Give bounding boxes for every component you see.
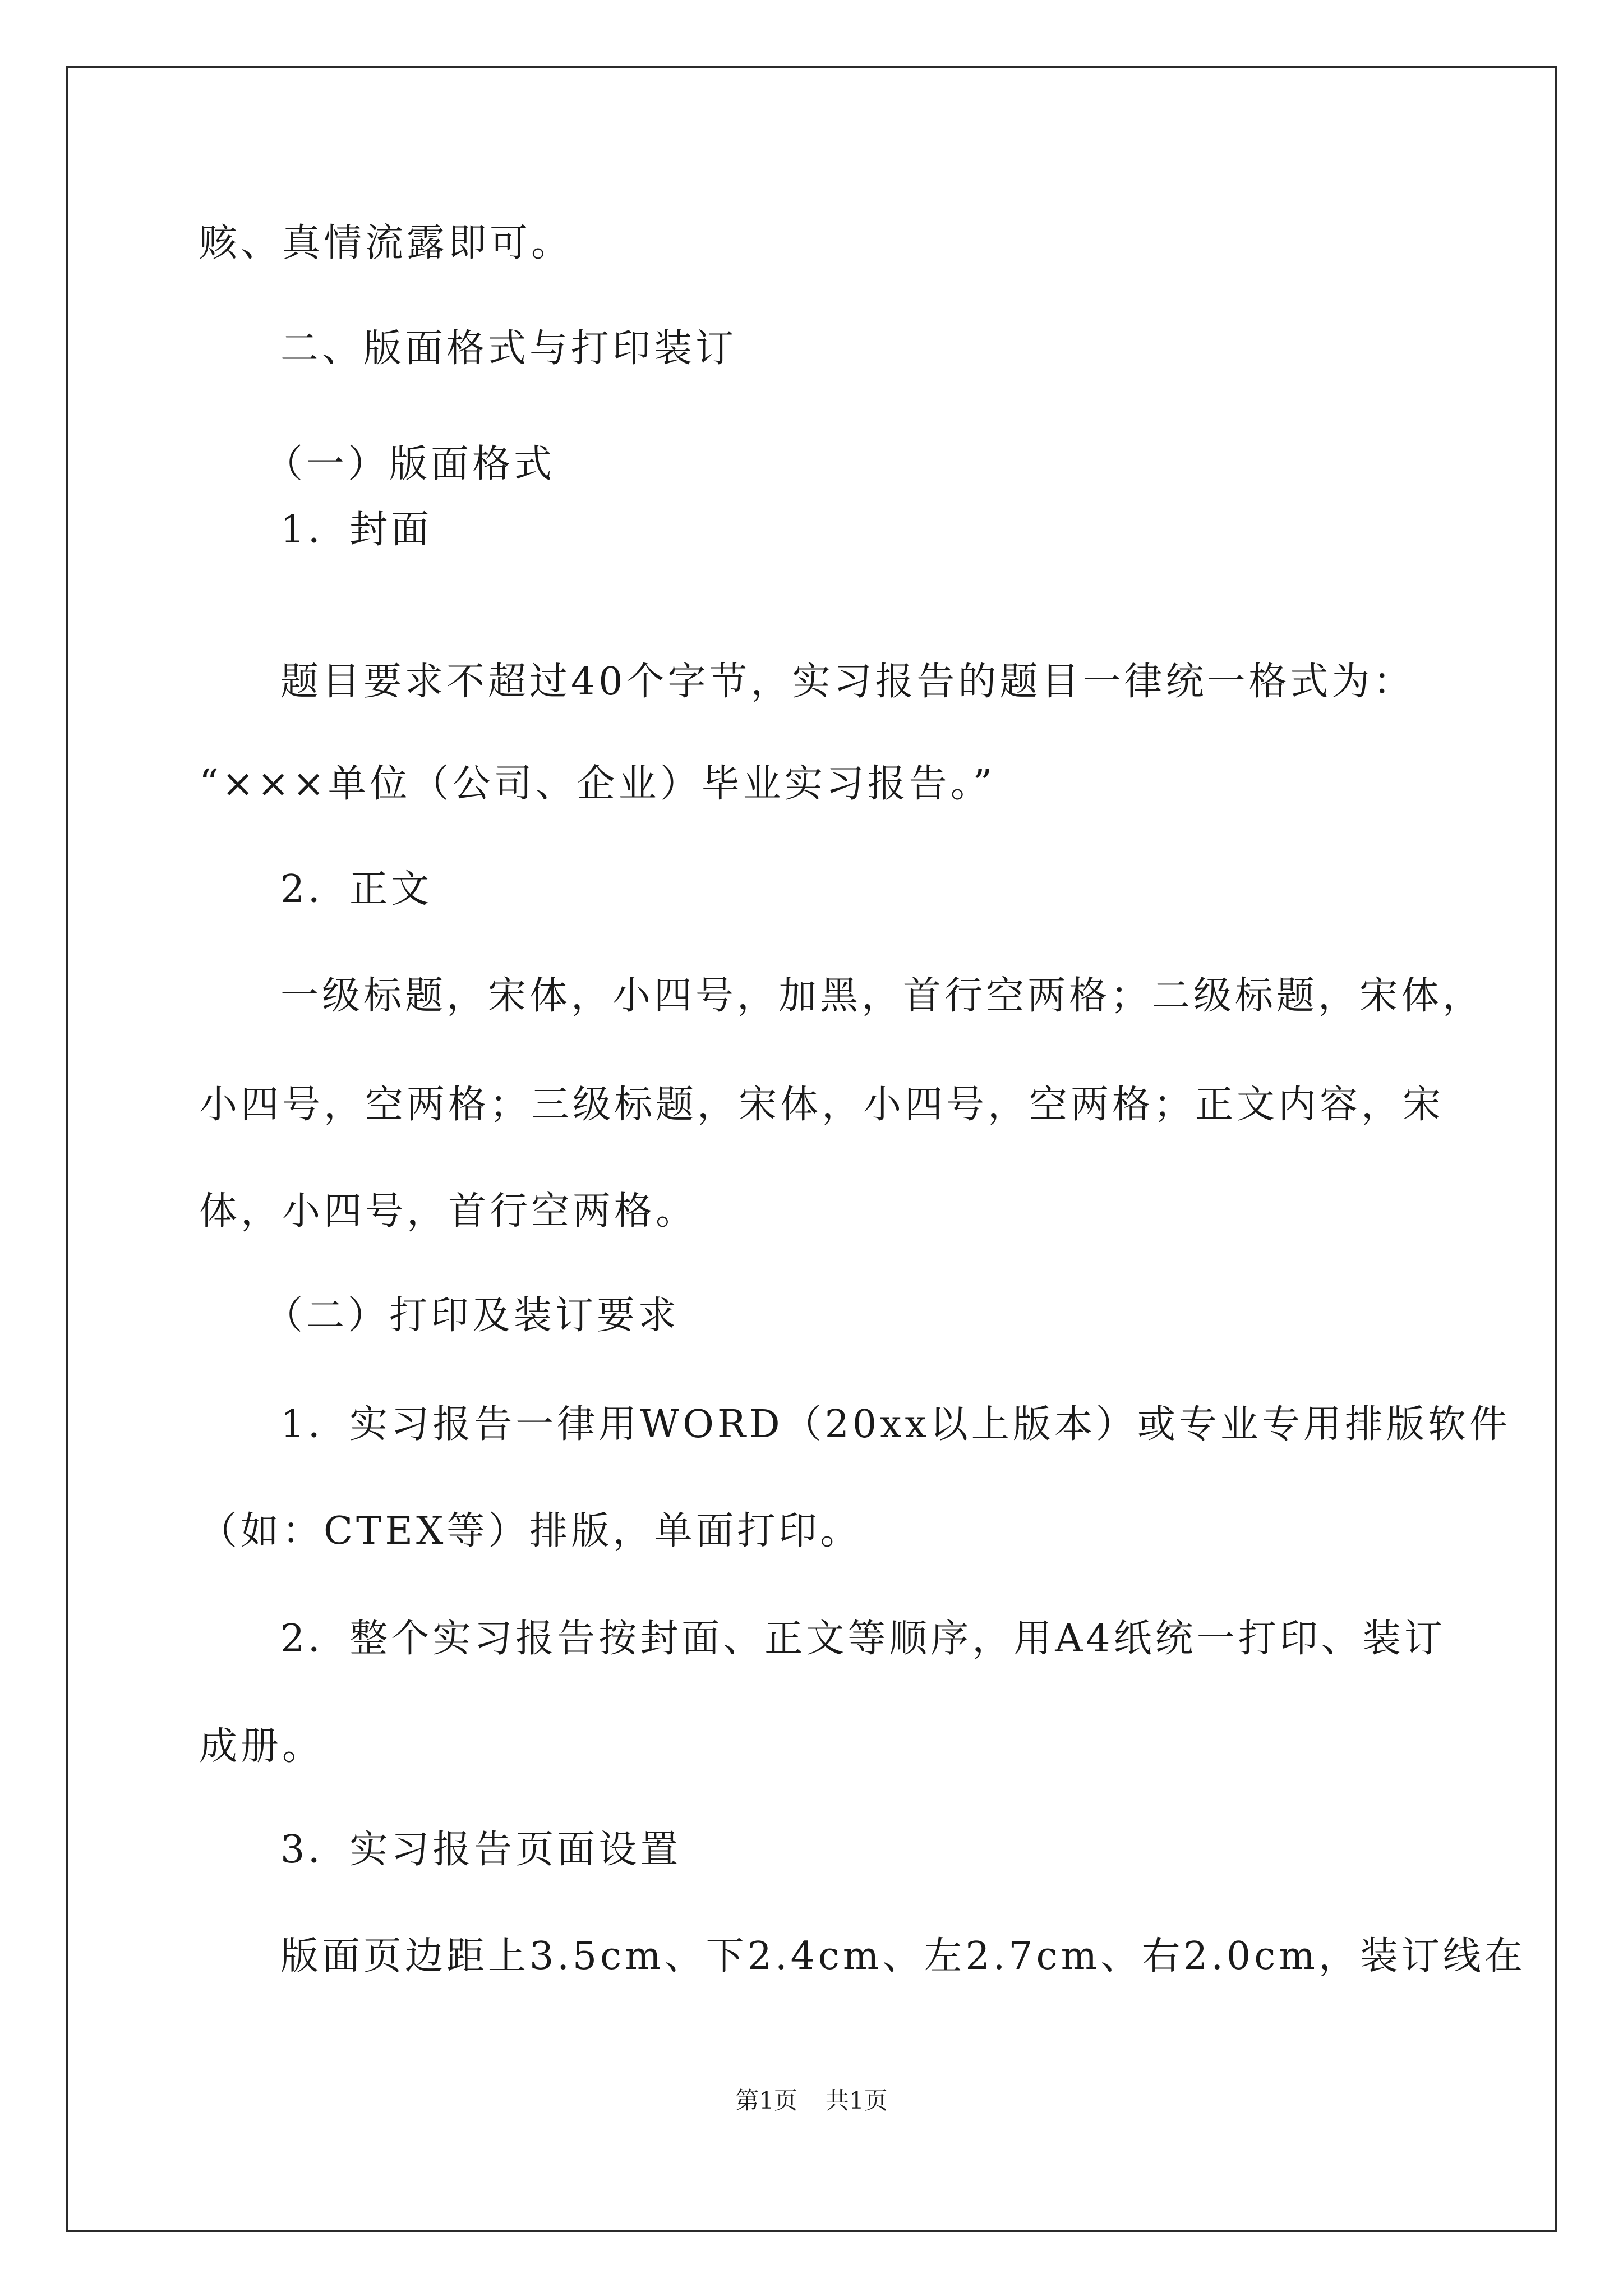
subsection-heading-1: （一）版面格式 (265, 442, 556, 486)
paragraph-heading-styles-2: 小四号，空两格；三级标题，宋体，小四号，空两格；正文内容，宋 (199, 1083, 1445, 1127)
paragraph-title-format: “×××单位（公司、企业）毕业实习报告。” (199, 762, 996, 806)
paragraph-print-2: （如：CTEX等）排版，单面打印。 (199, 1509, 862, 1553)
paragraph-binding-1: 2．整个实习报告按封面、正文等顺序，用A4纸统一打印、装订 (280, 1617, 1446, 1661)
subsection-heading-2: （二）打印及装订要求 (265, 1294, 680, 1338)
paragraph-binding-2: 成册。 (199, 1724, 324, 1769)
item-heading-cover: 1．封面 (280, 508, 433, 552)
page-border (66, 66, 1557, 2232)
page-total: 共1页 (826, 2087, 888, 2114)
paragraph-heading-styles-1: 一级标题，宋体，小四号，加黑，首行空两格；二级标题，宋体， (280, 974, 1484, 1018)
paragraph-heading-styles-3: 体，小四号，首行空两格。 (199, 1189, 698, 1234)
paragraph-margins: 版面页边距上3.5cm、下2.4cm、左2.7cm、右2.0cm，装订线在 (280, 1934, 1526, 1978)
page-number: 第1页 (735, 2087, 797, 2114)
section-heading-2: 二、版面格式与打印装订 (280, 326, 737, 371)
text-line-1: 赅、真情流露即可。 (199, 221, 573, 265)
page-footer (0, 2087, 1623, 2115)
paragraph-print-1: 1．实习报告一律用WORD（20xx以上版本）或专业专用排版软件 (280, 1402, 1511, 1447)
paragraph-title-requirement: 题目要求不超过40个字节，实习报告的题目一律统一格式为： (280, 660, 1415, 704)
item-heading-page-setup: 3．实习报告页面设置 (280, 1828, 682, 1872)
item-heading-body: 2．正文 (280, 867, 433, 912)
